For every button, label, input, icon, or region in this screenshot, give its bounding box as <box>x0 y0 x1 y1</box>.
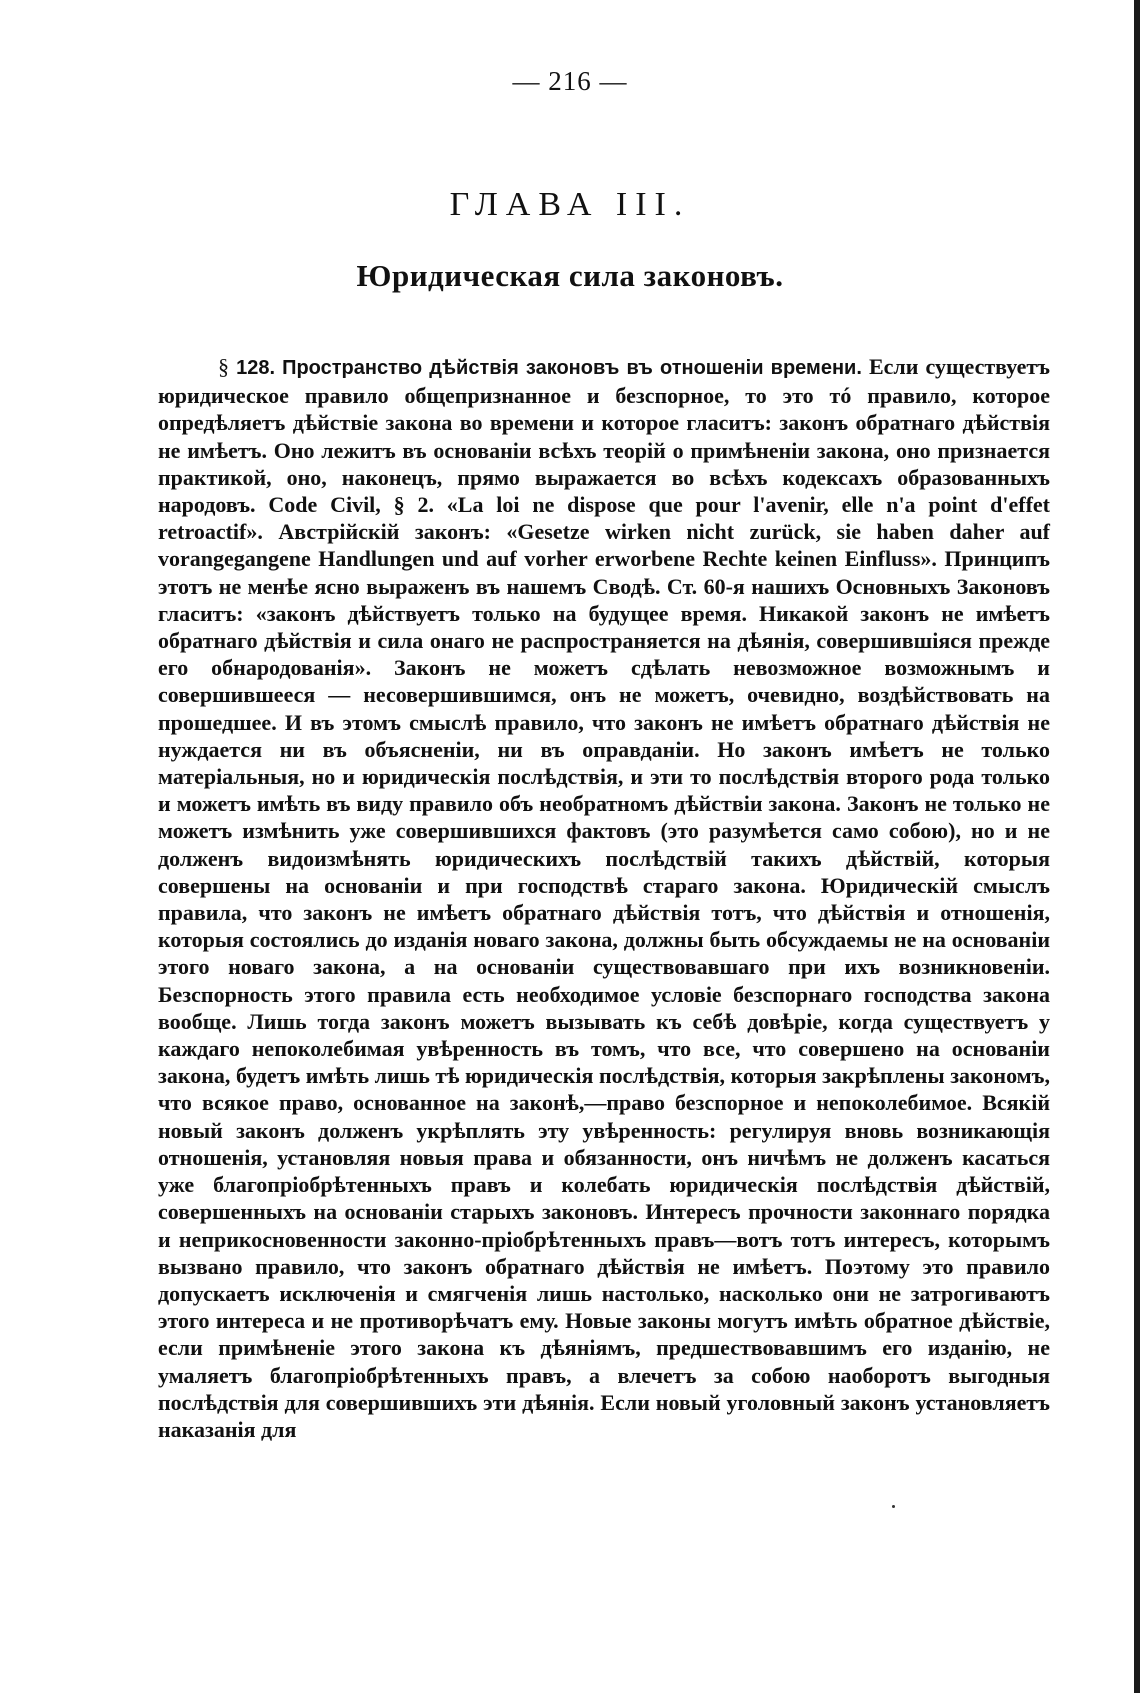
section-heading: Пространство дѣйствія законовъ въ отношеніи времени. <box>282 357 862 379</box>
page-number: — 216 — <box>512 66 628 96</box>
scan-edge <box>1134 0 1140 1693</box>
paragraph-text: Если существуетъ юридическое правило общепризнанное и безспорное, то это тó правило, которое опредѣляетъ дѣйствіе закона во времени и которое гласитъ: законъ обратнаго дѣйствія не имѣетъ. Оно лежитъ въ основаніи всѣхъ теорій о примѣненіи закона, оно признается практикой, оно, наконецъ, прямо выражается во всѣхъ кодексахъ образованныхъ народовъ. Code Civil, § 2. «La loi ne dispose que pour l'avenir, elle n'a point d'effet retroactif». Австрійскій законъ: «Gesetze wirken nicht zurück, sie haben daher auf vorangegangene Handlungen und auf vorher erworbene Rechte keinen Einfluss». Принципъ этотъ не менѣе ясно выраженъ въ нашемъ Сводѣ. Ст. 60-я нашихъ Основныхъ Законовъ гласитъ: «законъ дѣйствуетъ только на будущее время. Никакой законъ не имѣетъ обратнаго дѣйствія и сила онаго не распространяется на дѣянія, совершившіяся прежде его обнародованія». Законъ не можетъ сдѣлать невозможное возможнымъ и совершившееся — несовершившимся, онъ не можетъ, очевидно, воздѣйствовать на прошедшее. И въ этомъ смыслѣ правило, что законъ не имѣетъ обратнаго дѣйствія не нуждается ни въ объясненіи, ни въ оправданіи. Но законъ имѣетъ не только матеріальныя, но и юридическія послѣдствія, и эти то послѣдствія второго рода только и можетъ имѣть въ виду правило объ необратномъ дѣйствіи закона. Законъ не только не можетъ измѣнить уже совершившихся фактовъ (это разумѣется само собою), но и не долженъ видоизмѣнять юридическихъ послѣдствій такихъ дѣйствій, которыя совершены на основаніи и при господствѣ стараго закона. Юридическій смыслъ правила, что законъ не имѣетъ обратнаго дѣйствія тотъ, что дѣйствія и отношенія, которыя состоялись до изданія новаго закона, должны быть обсуждаемы не на основаніи этого новаго закона, а на основаніи существовавшаго при ихъ возникновеніи. Безспорность этого правила есть необходимое условіе безспорнаго господства закона вообще. Лишь тогда законъ можетъ вызывать къ себѣ довѣріе, когда существуетъ у каждаго непоколебимая увѣренность въ томъ, что все, что совершено на основаніи закона, будетъ имѣть лишь тѣ юридическія послѣдствія, которыя закрѣплены закономъ, что всякое право, основанное на законѣ,—право безспорное и непоколебимое. Всякій новый законъ долженъ укрѣплять эту увѣренность: регулируя вновь возникающія отношенія, установляя новыя права и обязанности, онъ ничѣмъ не долженъ касаться уже благопріобрѣтенныхъ правъ и колебать юридическія послѣдствія дѣйствій, совершенныхъ на основаніи старыхъ законовъ. Интересъ прочности законнаго порядка и неприкосновенности законно-пріобрѣтенныхъ правъ—вотъ тотъ интересъ, которымъ вызвано правило, что законъ обратнаго дѣйствія не имѣетъ. Поэтому это правило допускаетъ исключенія и смягченія лишь настолько, насколько они не затрогиваютъ этого интереса и не противорѣчатъ ему. Новые законы могутъ имѣть обратное дѣйствіе, если примѣненіе этого закона къ дѣяніямъ, предшествовавшимъ его изданію, не умаляетъ благопріобрѣтенныхъ правъ, а влечетъ за собою наоборотъ выгодныя послѣдствія для совершившихъ эти дѣянія. Если новый уголовный законъ установляетъ наказанія для <box>158 354 1050 1442</box>
section-number: 128. <box>236 357 276 379</box>
body-paragraph <box>158 353 1050 1443</box>
chapter-heading: ГЛАВА III. <box>449 186 691 223</box>
scan-speck <box>892 1505 895 1508</box>
paragraph-lead <box>158 354 218 379</box>
section-sign: § <box>218 354 229 379</box>
chapter-title: Юридическая сила законовъ. <box>356 258 784 293</box>
